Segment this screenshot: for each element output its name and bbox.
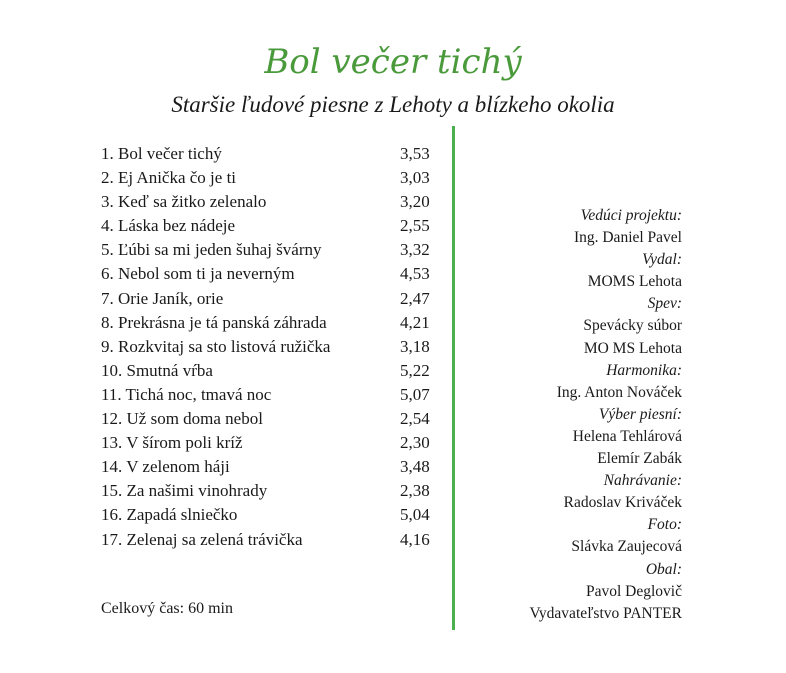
track-title: 9. Rozkvitaj sa sto listová ružička <box>101 336 331 356</box>
track-row <box>101 142 441 166</box>
track-duration: 5,22 <box>400 360 430 380</box>
credit-role: Obal: <box>645 560 682 578</box>
credit-name: Slávka Zaujecová <box>571 538 682 556</box>
track-duration: 3,18 <box>400 336 430 356</box>
credit-role: Vydal: <box>642 251 682 269</box>
track-duration: 2,47 <box>400 288 430 308</box>
track-title: 1. Bol večer tichý <box>101 144 222 163</box>
track-title: 5. Ľúbi sa mi jeden šuhaj švárny <box>101 240 322 260</box>
track-title: 17. Zelenaj sa zelená trávička <box>101 529 303 549</box>
track-duration: 2,38 <box>400 481 430 501</box>
track-duration: 2,54 <box>400 409 430 429</box>
credit-name: Ing. Anton Nováček <box>556 383 682 401</box>
credit-role: Spev: <box>647 295 682 313</box>
credit-name: Ing. Daniel Pavel <box>573 229 682 247</box>
total-time: Celkový čas: 60 min <box>101 600 233 617</box>
track-duration: 5,07 <box>400 384 430 404</box>
track-title: 10. Smutná vŕba <box>101 360 213 380</box>
credit-role: Foto: <box>647 516 682 534</box>
track-duration: 4,16 <box>400 529 430 549</box>
credit-name: Spevácky súbor <box>583 317 682 335</box>
credit-name: Pavol Deglovič <box>586 582 682 600</box>
track-title: 13. V šírom poli kríž <box>101 433 243 453</box>
track-title: 3. Keď sa žitko zelenalo <box>101 192 267 212</box>
credit-name: Vydavateľstvo PANTER <box>529 604 682 622</box>
track-title: 16. Zapadá slniečko <box>101 505 238 525</box>
track-title: 11. Tichá noc, tmavá noc <box>101 384 272 404</box>
credit-role: Vedúci projektu: <box>580 207 682 224</box>
track-title: 6. Nebol som ti ja neverným <box>101 264 295 284</box>
track-title: 7. Orie Janík, orie <box>101 288 224 308</box>
track-title: 14. V zelenom háji <box>101 457 230 477</box>
credit-name: Elemír Zabák <box>597 450 682 468</box>
track-duration: 4,21 <box>400 312 430 332</box>
credits-panel <box>382 205 682 625</box>
album-subtitle: Staršie ľudové piesne z Lehoty a blízkeho okolia <box>171 92 615 117</box>
album-title: Bol večer tichý <box>264 42 522 82</box>
credit-name: MO MS Lehota <box>583 339 682 357</box>
track-title: 15. Za našimi vinohrady <box>101 481 268 501</box>
track-title: 8. Prekrásna je tá panská záhrada <box>101 312 327 332</box>
track-duration: 3,48 <box>400 457 430 477</box>
track-duration: 3,53 <box>400 144 430 163</box>
track-title: 12. Už som doma nebol <box>101 409 263 429</box>
track-duration: 3,32 <box>400 240 430 260</box>
track-duration: 3,20 <box>400 192 430 212</box>
credit-name: MOMS Lehota <box>587 273 682 291</box>
credit-role: Nahrávanie: <box>603 472 682 490</box>
track-duration: 5,04 <box>400 505 430 525</box>
track-duration: 2,30 <box>400 433 430 453</box>
track-duration: 4,53 <box>400 264 430 284</box>
track-duration: 2,55 <box>400 216 430 236</box>
track-duration: 3,03 <box>400 168 430 188</box>
credit-name: Radoslav Kriváček <box>563 494 682 512</box>
credit-role: Výber piesní: <box>598 405 682 423</box>
credit-role: Harmonika: <box>606 361 682 379</box>
track-title: 2. Ej Anička čo je ti <box>101 168 237 188</box>
credit-name: Helena Tehlárová <box>572 427 682 445</box>
track-title: 4. Láska bez nádeje <box>101 216 236 236</box>
track-row <box>101 166 441 190</box>
